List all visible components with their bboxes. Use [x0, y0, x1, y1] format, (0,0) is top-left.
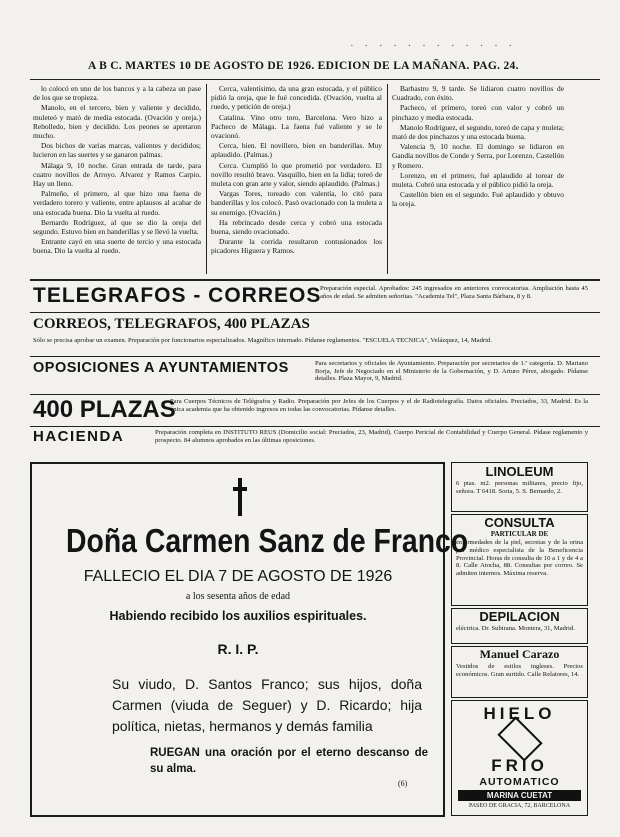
- paragraph: Cerca, valentísimo, da una gran estocada, y el público pidió la oreja, que le fué concedida. (Ovación, vuelta al ruedo, y petición de oreja.): [211, 84, 382, 112]
- ad-hielo-word3: AUTOMATICO: [479, 776, 560, 788]
- paragraph: Ha rebrincado desde cerca y cobró una estocada buena, siendo ovacionado.: [211, 217, 382, 237]
- ad-rule: [30, 394, 600, 395]
- paragraph: Castellón bien en el segundo. Fué aplaudido y obtuvo la oreja.: [392, 190, 564, 209]
- paragraph: Durante la corrida resultaron contusionados los picadores Higuera y Ramos.: [211, 237, 382, 256]
- column-middle: [211, 84, 382, 272]
- ad-title-oposiciones: OPOSICIONES A AYUNTAMIENTOS: [33, 360, 289, 376]
- column-right: [392, 84, 564, 272]
- paragraph: Valencia 9, 10 noche. El domingo se lidiaron en Gandía novillos de Conde y Serra, por Lorenzo, Castellón y Romero.: [392, 142, 564, 170]
- obituary-rip: R. I. P.: [217, 641, 259, 657]
- ad-body-hacienda: Preparación completa en INSTITUTO REUS (Domicilio social: Preciados, 23, Madrid). Cuerpo Pericial de Contabilidad y Cuerpo General. Pídase reglamento y prospecto. 84 alumnos aprobados en las últimas oposiciones.: [155, 429, 588, 444]
- ad-title-hacienda: HACIENDA: [33, 428, 125, 445]
- paragraph: Manolo, en el tercero, bien y valiente y decidido, muleteó y mató de media estocada. (Ovación y oreja.) Rebolledo, bien y decidido. Los peones se apretaron mucho.: [33, 103, 201, 141]
- paragraph: Cerca. Cumplió lo que prometió por verdadero. El novillo resultó bravo. Vasquillo, bien en la lidia; toreó de muleta con gran arte y valor, siendo aplaudido. (Palmas.): [211, 160, 382, 189]
- ad-title-telegrafos: TELEGRAFOS - CORREOS: [33, 284, 322, 307]
- page-header: A B C. MARTES 10 DE AGOSTO DE 1926. EDICION DE LA MAÑANA. PAG. 24.: [88, 60, 519, 72]
- paragraph: Málaga 9, 10 noche. Gran entrada de tarde, para cuatro novillos de Arroyo. Alvarez y Ramos Carpio. Hay un lleno.: [33, 160, 201, 189]
- ad-rule: [30, 312, 600, 313]
- ad-title-consulta: CONSULTA: [484, 515, 555, 530]
- paragraph: Vargas Tores, toreado con valentía, lo citó para banderillas y los colocó. Pasó ovacionado con la muleta a su enemigo. (Ovación.): [211, 189, 382, 217]
- obituary-sacraments: Habiendo recibido los auxilios espirituales.: [109, 609, 367, 623]
- ad-title-carazo: Manuel Carazo: [479, 647, 560, 661]
- paragraph: Palmeño, el primero, al que hizo una faena de verdadero torero y valiente, entre aplausos al acabar de una estocada buena. Dio la vuelta al ruedo.: [33, 189, 201, 217]
- ad-body-carazo: Vestidos de estilos ingleses. Precios económicos. Gran surtido. Calle Relatores, 14.: [456, 663, 583, 678]
- paragraph: Cerca, bien. El novillero, bien en banderillas. Muy aplaudido. (Palmas.): [211, 141, 382, 160]
- ad-body-correos: Sólo se precisa aprobar un examen. Preparación por funcionarios especializados. Magnífico internado. Pídanse reglamentos. "ESCUELA TECNICA", Velázquez, 14, Madrid.: [33, 337, 492, 344]
- ad-hielo-brand: MARINA CUETAT: [458, 790, 581, 801]
- obituary-died: FALLECIO EL DIA 7 DE AGOSTO DE 1926: [83, 568, 393, 585]
- paragraph: Pacheco, el primero, toreó con valor y cobró un pinchazo y media estocada.: [392, 103, 564, 122]
- top-right-marks: · · · · · · · · · · · ·: [350, 40, 517, 52]
- paragraph: Dos bichos de varias marcas, valientes y decididos; lucieron en las suertes y se ganaron palmas.: [33, 141, 201, 160]
- paragraph: Barbastro 9, 9 tarde. Se lidiaron cuatro novillos de Cuadrado, con éxito.: [392, 84, 564, 103]
- ad-title-correos: CORREOS, TELEGRAFOS, 400 PLAZAS: [33, 316, 310, 332]
- ad-subtitle-consulta: PARTICULAR DE: [490, 530, 549, 538]
- ad-body-linoleum: 6 ptas. m2. personas militares, precio fijo, señora. T 6418. Soria, 5. S. Bernardo, 2.: [456, 480, 583, 495]
- ad-rule: [30, 356, 600, 357]
- ad-rule: [30, 426, 600, 427]
- ad-hielo-word2: FRIO: [491, 756, 548, 775]
- column-divider: [206, 84, 207, 274]
- ad-body-400-plazas: Para Cuerpos Técnicos de Telégrafos y Radio. Preparación por Jefes de los Cuerpos y el de Radiotelegrafía. Datos oficiales. Preciados, 33, Madrid. Es la única academia que ha obtenido ingresos en todas las convocatorias. Pídanse detalles.: [170, 398, 588, 413]
- ad-hielo-word1: HIELO: [483, 704, 556, 723]
- paragraph: lo colocó en uno de los bancos y a la cabeza un pase de los que se tropieza.: [33, 84, 201, 103]
- obituary-family: Su viudo, D. Santos Franco; sus hijos, doña Carmen (viuda de Seguer) y D. Ricardo; hija política, nietas, hermanos y demás familia: [112, 676, 422, 734]
- column-divider: [387, 84, 388, 274]
- column-left: [33, 84, 201, 272]
- ad-body-depilacion: eléctrica. Dr. Subirana. Montera, 31, Madrid.: [456, 625, 575, 632]
- ad-hielo-address: PASEO DE GRACIA, 72, BARCELONA: [468, 803, 571, 809]
- paragraph: Lorenzo, en el primero, fué aplaudido al torear de muleta. Cobró una estocada y el público pidió la oreja.: [392, 170, 564, 190]
- paragraph: Manolo Rodríguez, el segundo, toreó de capa y muleta; mató de dos pinchazos y una estocada buena.: [392, 122, 564, 142]
- obituary-age: a los sesenta años de edad: [185, 591, 291, 602]
- obituary-name: Doña Carmen Sanz de Franco: [66, 522, 469, 559]
- ad-title-400-plazas: 400 PLAZAS: [33, 396, 176, 423]
- cross-icon: [233, 478, 247, 516]
- obituary-ref: (6): [398, 779, 408, 788]
- paragraph: Bernardo Rodríguez, al que se dio la oreja del segundo. Estuvo bien en banderillas y se llevó la vuelta.: [33, 217, 201, 237]
- header-rule: [30, 79, 600, 80]
- paragraph: Catalina. Vino otro toro, Barcelona. Vero hizo a Pacheco de Málaga. La faena fué valiente y se le ovacionó.: [211, 112, 382, 141]
- ad-body-consulta: enfermedades de la piel, secretas y de la orina por médico especialista de la Beneficencia Provincial. Horas de consulta de 10 a 1 y de 4 a 8. Calle Atocha, 88. Consultas por correo. Se admiten internos. Máxima reserva.: [456, 539, 583, 578]
- ad-title-depilacion: DEPILACION: [479, 609, 560, 624]
- ad-body-telegrafos: Preparación especial. Aprobados: 245 ingresados en anteriores convocatorias. Ampliación hasta 45 años de edad. Se admiten señoritas. "Academia Tel", Plaza Santa Bárbara, 8 y 8.: [320, 285, 588, 300]
- paragraph: Entrante cayó en una suerte de tercio y una estocada buena. Dio la vuelta al ruedo.: [33, 237, 201, 256]
- section-rule: [30, 279, 600, 281]
- ad-title-linoleum: LINOLEUM: [485, 464, 554, 479]
- ad-body-oposiciones: Para secretarios y oficiales de Ayuntamiento. Preparación por secretarios de 1.ª categoría. D. Mariano Borja, Jefe de Negociado en el Ministerio de la Gobernación, y D. Arturo Pérez, abogado. Pídanse detalles. Plaza Mayor, 9, Madrid.: [315, 360, 588, 383]
- obituary-request: RUEGAN una oración por el eterno descanso de su alma.: [150, 747, 428, 775]
